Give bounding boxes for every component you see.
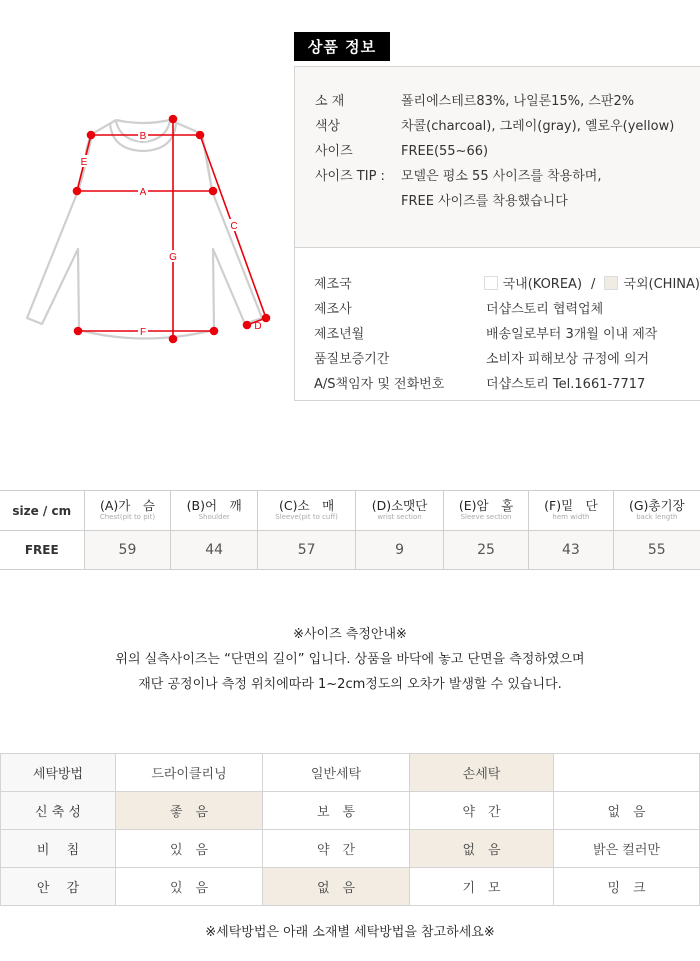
wash-row-label: 안 감: [1, 868, 116, 906]
col-hem: (F)밑 단 hem width: [529, 491, 613, 531]
wash-cell: 드라이클리닝: [116, 754, 263, 792]
wash-cell: 기 모: [410, 868, 554, 906]
detail-label: 색상: [315, 119, 341, 134]
size-value: 57: [257, 531, 355, 570]
detail-value: 모델은 평소 55 사이즈를 착용하며,: [401, 169, 602, 184]
size-value: 9: [356, 531, 443, 570]
size-table-header: [0, 491, 700, 531]
size-value: 25: [443, 531, 528, 570]
col-shoulder: (B)어 깨 Shoulder: [171, 491, 258, 531]
size-value: 55: [613, 531, 700, 570]
size-note-title: ※사이즈 측정안내※: [293, 627, 407, 642]
detail-row-size-tip-cont: [295, 189, 700, 214]
mfg-row-country: [295, 272, 700, 297]
wash-row-stretch: [1, 792, 700, 830]
mfg-label: 제조국: [314, 277, 352, 292]
country-options: [484, 272, 700, 297]
size-note-line: 위의 실측사이즈는 “단면의 길이” 입니다. 상품을 바닥에 놓고 단면을 측정하였으며: [115, 652, 585, 667]
product-details-section: [295, 67, 700, 248]
detail-label: 사이즈: [315, 144, 353, 159]
svg-text:G: G: [169, 252, 177, 263]
size-table: [0, 490, 700, 570]
svg-text:C: C: [230, 221, 238, 232]
svg-text:A: A: [139, 187, 147, 198]
wash-cell: 약 간: [410, 792, 554, 830]
mfg-value: 소비자 피해보상 규정에 의거: [486, 352, 650, 367]
size-label: FREE: [0, 531, 84, 570]
detail-value: FREE 사이즈를 착용했습니다: [401, 194, 568, 209]
detail-value: FREE(55~66): [401, 144, 489, 159]
col-length: (G)총기장 back length: [613, 491, 700, 531]
detail-label: 소 재: [315, 94, 345, 109]
wash-cell: 없 음: [554, 792, 700, 830]
col-armhole: (E)암 홀 Sleeve section: [443, 491, 528, 531]
detail-label: 사이즈 TIP :: [315, 169, 385, 184]
mfg-label: 제조사: [314, 302, 352, 317]
size-row-free: [0, 531, 700, 570]
wash-cell-selected: 좋 음: [116, 792, 263, 830]
wash-row-lining: [1, 868, 700, 906]
wash-row-sheerness: [1, 830, 700, 868]
wash-row-method: [1, 754, 700, 792]
col-chest: (A)가 슴 Chest(pit to pit): [84, 491, 171, 531]
wash-row-label: 신 축 성: [1, 792, 116, 830]
wash-care-table: [0, 753, 700, 906]
wash-note: ※세탁방법은 아래 소재별 세탁방법을 참고하세요※: [205, 925, 495, 940]
wash-cell-selected: 없 음: [410, 830, 554, 868]
detail-row-material: [295, 89, 700, 114]
wash-cell: 일반세탁: [263, 754, 410, 792]
svg-text:D: D: [254, 321, 262, 332]
garment-measurement-diagram: [0, 100, 290, 350]
mfg-row-warranty: [295, 347, 700, 372]
wash-cell: 보 통: [263, 792, 410, 830]
size-value: 59: [84, 531, 171, 570]
detail-value: 폴리에스테르83%, 나일론15%, 스판2%: [401, 94, 635, 109]
detail-row-size: [295, 139, 700, 164]
mfg-row-maker: [295, 297, 700, 322]
size-value: 44: [171, 531, 258, 570]
wash-row-label: 비 침: [1, 830, 116, 868]
mfg-value: 배송일로부터 3개월 이내 제작: [486, 327, 658, 342]
wash-row-label: 세탁방법: [1, 754, 116, 792]
domestic-label: 국내(KOREA): [502, 277, 583, 292]
detail-row-color: [295, 114, 700, 139]
separator: /: [591, 277, 596, 292]
wash-cell: 있 음: [116, 830, 263, 868]
manufacture-section: [295, 248, 700, 397]
wash-cell: 있 음: [116, 868, 263, 906]
wash-cell: [554, 754, 700, 792]
mfg-value: 더샵스토리 Tel.1661-7717: [486, 377, 646, 392]
mfg-label: 품질보증기간: [314, 352, 390, 367]
product-info-title: 상품 정보: [294, 32, 390, 61]
mfg-value: 더샵스토리 협력업체: [486, 302, 604, 317]
wash-cell: 약 간: [263, 830, 410, 868]
svg-text:E: E: [80, 157, 88, 168]
wash-cell: 밍 크: [554, 868, 700, 906]
mfg-label: 제조년월: [314, 327, 365, 342]
size-measurement-note: [0, 622, 700, 697]
mfg-row-date: [295, 322, 700, 347]
svg-text:B: B: [139, 131, 147, 142]
mfg-label: A/S책임자 및 전화번호: [314, 377, 445, 392]
col-wrist: (D)소맷단 wrist section: [356, 491, 443, 531]
wash-cell: 밝은 컬러만: [554, 830, 700, 868]
product-info-box: [294, 66, 700, 401]
foreign-checkbox-selected: [604, 276, 618, 290]
svg-text:F: F: [139, 327, 147, 338]
domestic-checkbox: [484, 276, 498, 290]
col-sleeve: (C)소 매 Sleeve(pit to cuff): [257, 491, 355, 531]
mfg-row-as: [295, 372, 700, 397]
wash-cell-selected: 없 음: [263, 868, 410, 906]
wash-cell-selected: 손세탁: [410, 754, 554, 792]
size-unit-header: size / cm: [0, 491, 84, 531]
detail-value: 차콜(charcoal), 그레이(gray), 옐로우(yellow): [401, 119, 675, 134]
size-note-line: 재단 공정이나 측정 위치에따라 1~2cm정도의 오차가 발생할 수 있습니다.: [138, 677, 562, 692]
size-value: 43: [529, 531, 613, 570]
foreign-label: 국외(CHINA): [623, 277, 700, 292]
detail-row-size-tip: [295, 164, 700, 189]
